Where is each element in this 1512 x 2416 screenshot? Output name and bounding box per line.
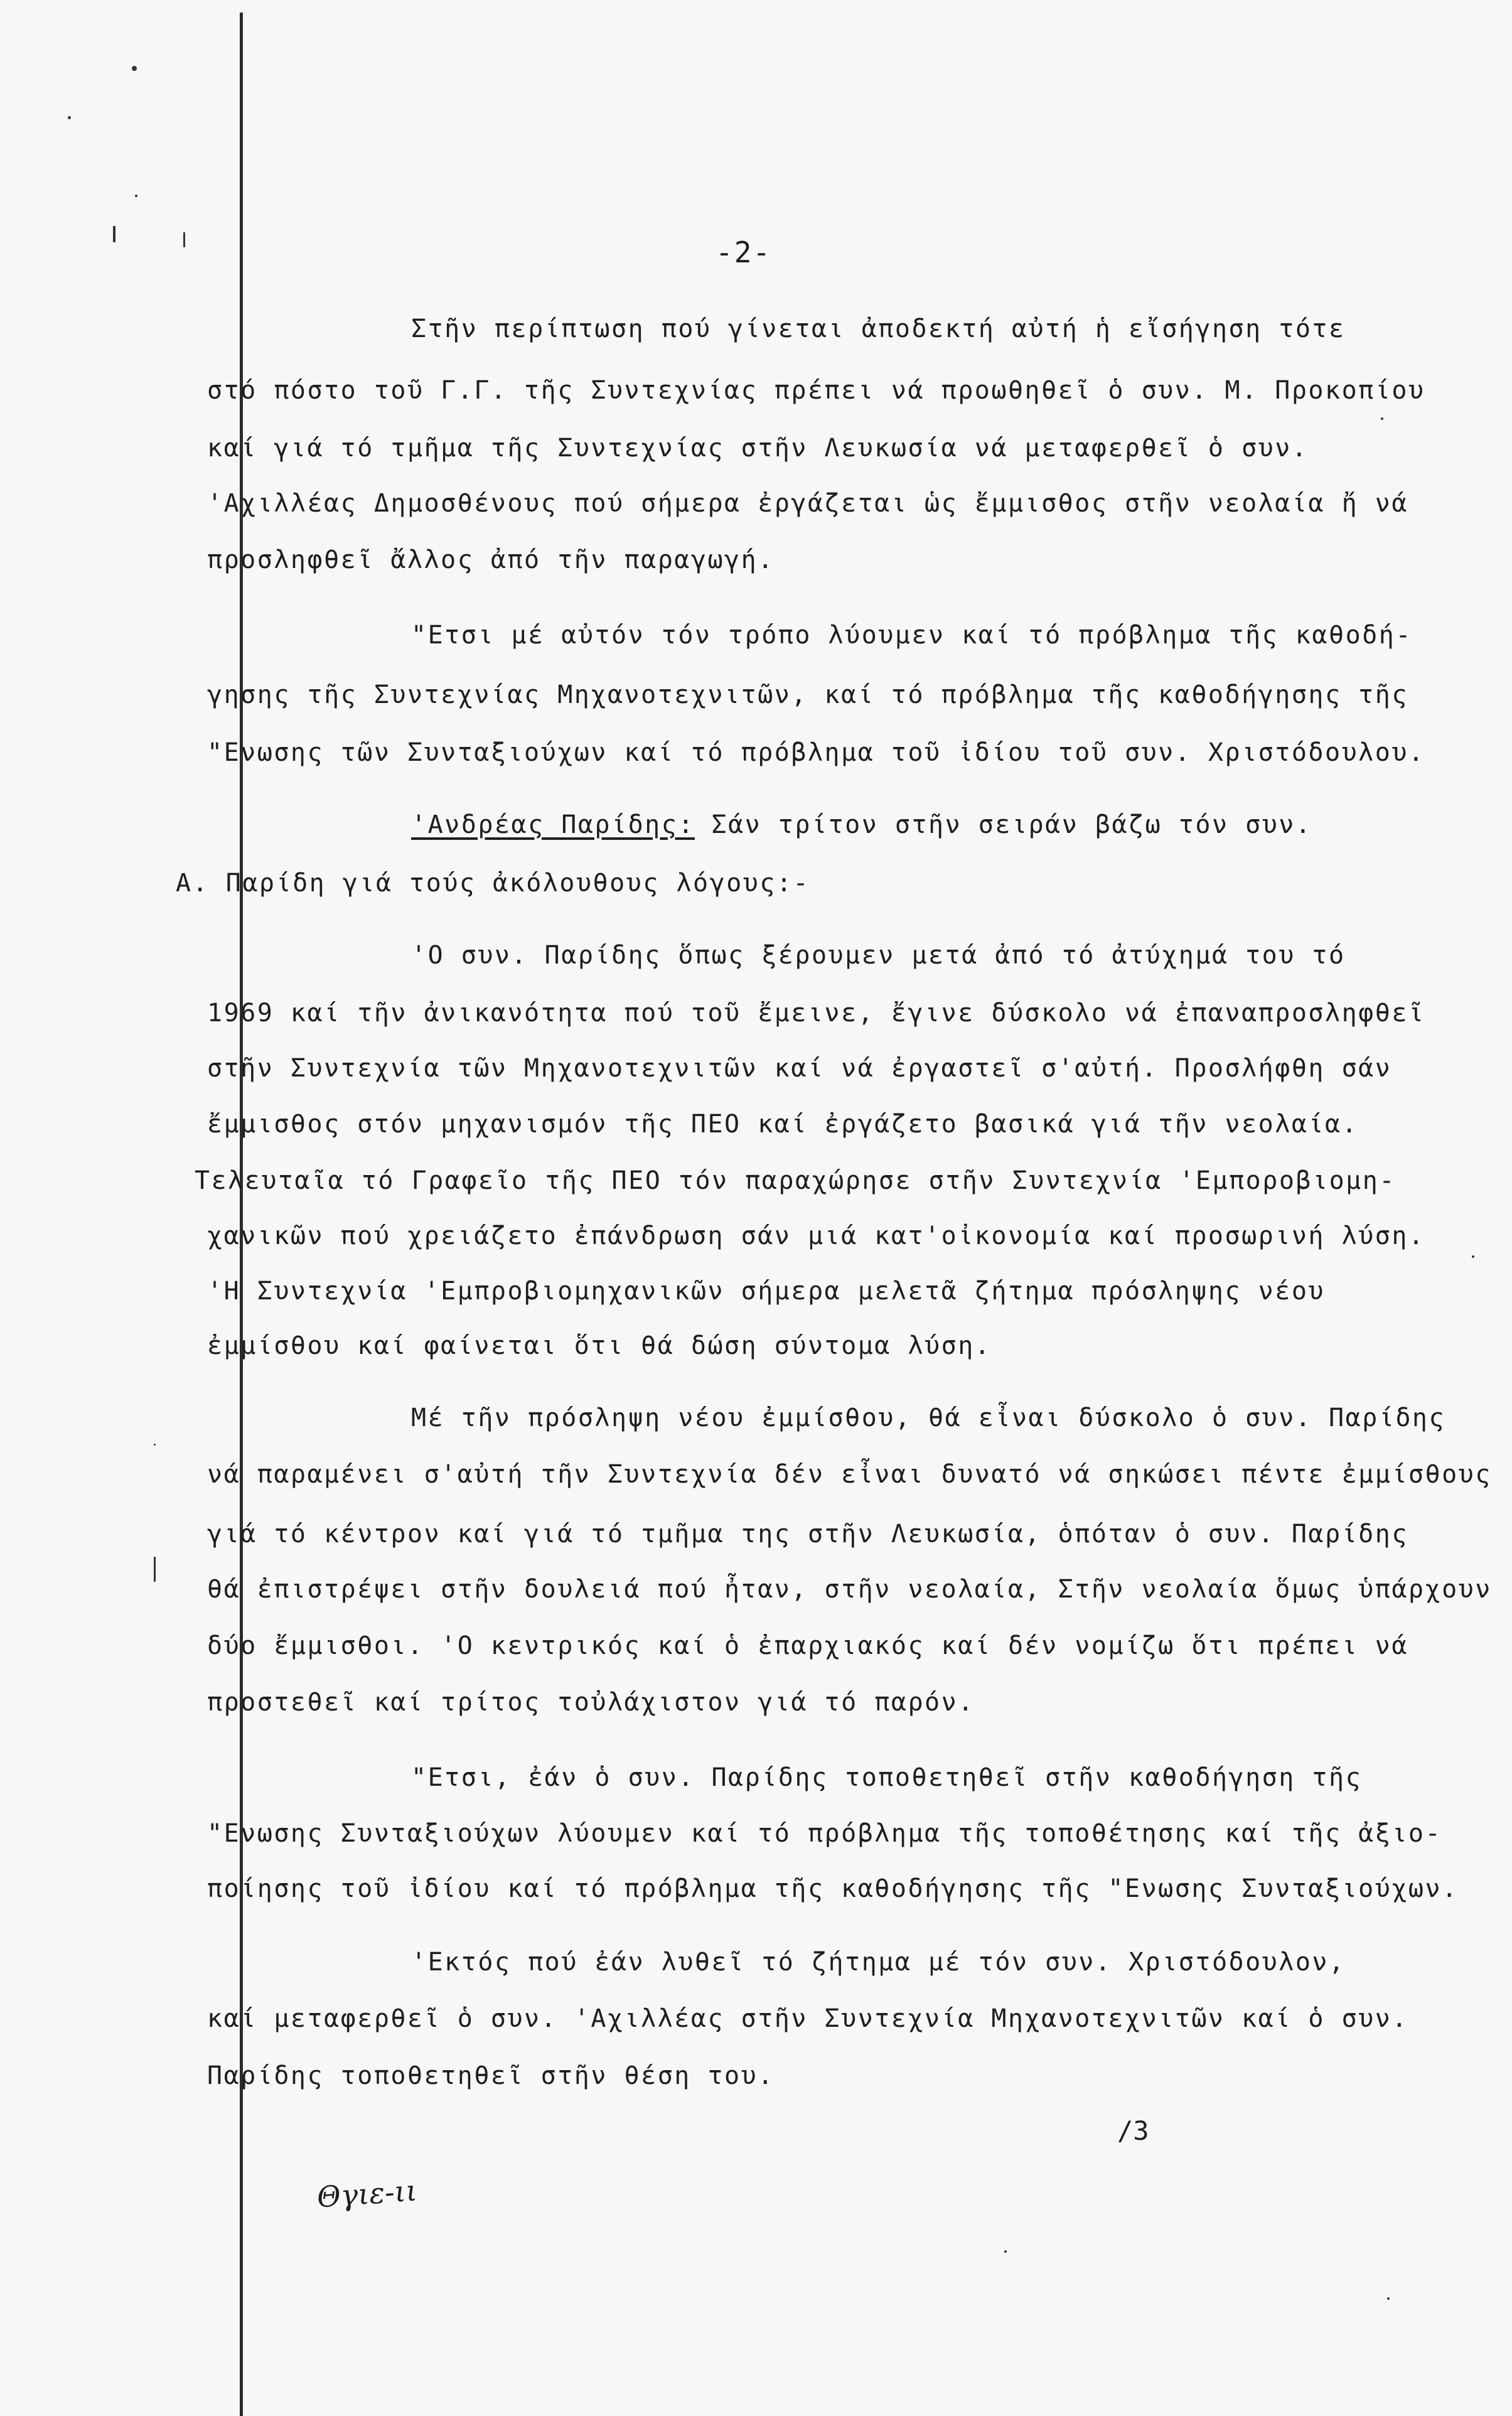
heading-line-text: Σάν τρίτον στῆν σειράν βάζω τόν συν. (694, 810, 1312, 839)
text-line: 'Ο συν. Παρίδης ὅπως ξέρουμεν μετά ἀπό τό ἀτύχημά του τό (411, 941, 1346, 970)
text-line: 1969 καί τῆν ἀνικανότητα πού τοῦ ἔμεινε, ἔγινε δύσκολο νά ἐπαναπροσληφθεῖ (207, 999, 1425, 1028)
text-line: Παρίδης τοποθετηθεῖ στῆν θέση του. (207, 2061, 775, 2090)
next-page-reference: /3 (1117, 2115, 1149, 2146)
text-line: Μέ τῆν πρόσληψη νέου ἐμμίσθου, θά εἶναι δύσκολο ὁ συν. Παρίδης (411, 1404, 1446, 1432)
text-line: γησης τῆς Συντεχνίας Μηχανοτεχνιτῶν, καί τό πρόβλημα τῆς καθοδήγησης τῆς (207, 680, 1408, 709)
section-heading: 'Ανδρέας Παρίδης: (411, 810, 695, 839)
scan-speck (68, 116, 71, 119)
text-line (411, 810, 1312, 840)
text-line: προστεθεῖ καί τρίτος τοὐλάχιστον γιά τό παρόν. (207, 1688, 975, 1717)
scan-speck (113, 226, 115, 242)
text-line: ἔμμισθος στόν μηχανισμόν τῆς ΠΕΟ καί ἐργάζετο βασικά γιά τῆν νεολαία. (207, 1110, 1359, 1139)
text-line: Τελευταῖα τό Γραφεῖο τῆς ΠΕΟ τόν παραχώρησε στῆν Συντεχνία 'Εμποροβιομη- (195, 1166, 1396, 1195)
scan-speck (1387, 2297, 1390, 2300)
scan-speck (135, 195, 137, 197)
text-line: γιά τό κέντρον καί γιά τό τμῆμα της στῆν Λευκωσία, ὁπόταν ὁ συν. Παρίδης (207, 1520, 1408, 1549)
scan-speck (1472, 1255, 1474, 1258)
text-line: καί γιά τό τμῆμα τῆς Συντεχνίας στῆν Λευκωσία νά μεταφερθεῖ ὁ συν. (207, 434, 1309, 463)
text-line: 'Η Συντεχνία 'Εμπροβιομηχανικῶν σήμερα μελετᾶ ζήτημα πρόσληψης νέου (207, 1277, 1325, 1306)
handwritten-note: Θγιε-ιι (316, 2173, 419, 2215)
scan-speck (1381, 417, 1383, 420)
text-line: στό πόστο τοῦ Γ.Γ. τῆς Συντεχνίας πρέπει νά προωθηθεῖ ὁ συν. Μ. Προκοπίου (207, 376, 1425, 405)
text-line: νά παραμένει σ'αὐτή τῆν Συντεχνία δέν εἶναι δυνατό νά σηκώσει πέντε ἐμμίσθους (207, 1460, 1492, 1489)
text-line: ποίησης τοῦ ἰδίου καί τό πρόβλημα τῆς καθοδήγησης τῆς "Ενωσης Συνταξιούχων. (207, 1874, 1459, 1903)
text-line: "Ετσι, ἐάν ὁ συν. Παρίδης τοποθετηθεῖ στῆν καθοδήγηση τῆς (411, 1763, 1363, 1792)
text-line: "Ενωσης Συνταξιούχων λύουμεν καί τό πρόβλημα τῆς τοποθέτησης καί τῆς ἀξιο- (207, 1819, 1442, 1848)
text-line: Στῆν περίπτωση πού γίνεται ἀποδεκτή αὐτή ἡ εἴσήγηση τότε (411, 314, 1346, 343)
text-line: ἐμμίσθου καί φαίνεται ὅτι θά δώση σύντομα λύση. (207, 1331, 992, 1360)
scan-speck (1004, 2250, 1007, 2253)
text-line: "Ετσι μέ αὐτόν τόν τρόπο λύουμεν καί τό πρόβλημα τῆς καθοδή- (411, 621, 1412, 650)
text-line: 'Αχιλλέας Δημοσθένους πού σήμερα ἐργάζεται ὡς ἔμμισθος στῆν νεολαία ἤ νά (207, 489, 1408, 518)
scan-speck (154, 1557, 156, 1582)
text-line: προσληφθεῖ ἄλλος ἀπό τῆν παραγωγή. (207, 545, 775, 574)
scan-speck (154, 1444, 156, 1446)
scan-speck (183, 232, 185, 247)
text-line: "Ενωσης τῶν Συνταξιούχων καί τό πρόβλημα τοῦ ἰδίου τοῦ συν. Χριστόδουλου. (207, 738, 1425, 767)
page-number: -2- (716, 235, 772, 269)
scan-speck (132, 66, 137, 71)
left-margin-rule (240, 13, 243, 2416)
text-line: χανικῶν πού χρειάζετο ἐπάνδρωση σάν μιά κατ'οἰκονομία καί προσωρινή λύση. (207, 1221, 1425, 1250)
text-line: Α. Παρίδη γιά τούς ἀκόλουθους λόγους:- (176, 869, 810, 898)
text-line: θά ἐπιστρέψει στῆν δουλειά πού ἦταν, στῆν νεολαία, Στῆν νεολαία ὅμως ὑπάρχουν (207, 1575, 1492, 1604)
text-line: δύο ἔμμισθοι. 'Ο κεντρικός καί ὁ ἐπαρχιακός καί δέν νομίζω ὅτι πρέπει νά (207, 1631, 1408, 1660)
text-line: στῆν Συντεχνία τῶν Μηχανοτεχνιτῶν καί νά ἐργαστεῖ σ'αὐτή. Προσλήφθη σάν (207, 1054, 1392, 1083)
text-line: 'Εκτός πού ἐάν λυθεῖ τό ζήτημα μέ τόν συν. Χριστόδουλον, (411, 1948, 1346, 1977)
text-line: καί μεταφερθεῖ ὁ συν. 'Αχιλλέας στῆν Συντεχνία Μηχανοτεχνιτῶν καί ὁ συν. (207, 2004, 1408, 2033)
